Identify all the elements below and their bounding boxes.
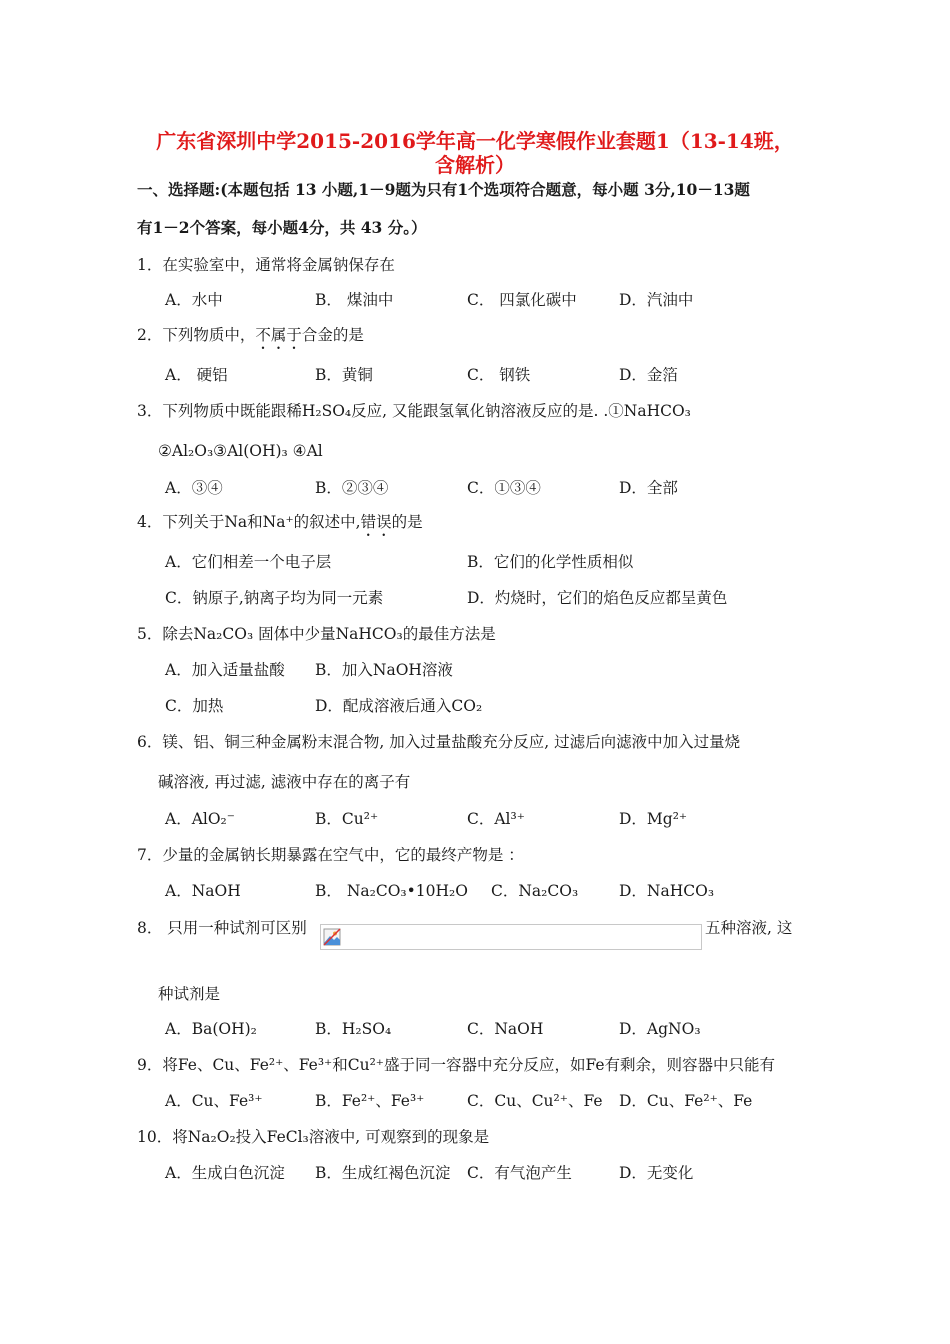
question-1-option-d: D．汽油中 bbox=[619, 291, 694, 309]
question-8-option-c: C．NaOH bbox=[467, 1020, 544, 1038]
question-4-stem bbox=[137, 512, 423, 540]
question-1-stem: 1．在实验室中，通常将金属钠保存在 bbox=[137, 256, 395, 274]
question-2-option-a: A． 硬铝 bbox=[165, 366, 228, 384]
question-8-stem-suffix: 五种溶液, 这 bbox=[705, 919, 793, 937]
question-2-emphasis: 不属于 bbox=[255, 326, 302, 344]
question-5-stem: 5．除去Na₂CO₃ 固体中少量NaHCO₃的最佳方法是 bbox=[137, 625, 496, 643]
question-10-stem: 10．将Na₂O₂投入FeCl₃溶液中, 可观察到的现象是 bbox=[137, 1128, 490, 1146]
question-2-option-b: B．黄铜 bbox=[315, 366, 373, 384]
question-4-option-c: C．钠原子,钠离子均为同一元素 bbox=[165, 589, 384, 607]
question-4-stem-prefix: 4．下列关于Na和Na⁺的叙述中, bbox=[137, 513, 361, 531]
question-9-option-b: B．Fe²⁺、Fe³⁺ bbox=[315, 1092, 425, 1110]
question-9-option-d: D．Cu、Fe²⁺、Fe bbox=[619, 1092, 753, 1110]
question-5-option-c: C．加热 bbox=[165, 697, 224, 715]
question-6-stem-line-2: 碱溶液, 再过滤, 滤液中存在的离子有 bbox=[158, 773, 411, 791]
doc-title-line-1: 广东省深圳中学2015-2016学年高一化学寒假作业套题1（13-14班， bbox=[156, 129, 794, 153]
question-5-option-b: B．加入NaOH溶液 bbox=[315, 661, 453, 679]
broken-image-icon bbox=[323, 928, 341, 946]
question-6-stem: 6．镁、铝、铜三种金属粉末混合物, 加入过量盐酸充分反应, 过滤后向滤液中加入过量烧 bbox=[137, 733, 741, 751]
question-7-stem: 7．少量的金属钠长期暴露在空气中，它的最终产物是 ： bbox=[137, 846, 524, 864]
missing-formula-image bbox=[320, 924, 702, 950]
question-7-option-c: C．Na₂CO₃ bbox=[491, 882, 579, 900]
question-4-stem-suffix: 的是 bbox=[391, 513, 423, 531]
question-8-option-d: D．AgNO₃ bbox=[619, 1020, 701, 1038]
question-4-emphasis: 错误 bbox=[360, 513, 392, 531]
question-10-option-a: A．生成白色沉淀 bbox=[165, 1164, 285, 1182]
question-9-stem: 9．将Fe、Cu、Fe²⁺、Fe³⁺和Cu²⁺盛于同一容器中充分反应，如Fe有剩余，则容器中只能有 bbox=[137, 1056, 776, 1074]
question-3-stem: 3．下列物质中既能跟稀H₂SO₄反应, 又能跟氢氧化钠溶液反应的是. .①NaHCO₃ bbox=[137, 402, 691, 420]
question-8-stem-line-2: 种试剂是 bbox=[158, 985, 221, 1003]
question-6-option-d: D．Mg²⁺ bbox=[619, 810, 688, 828]
section-instructions-line-1: 一、选择题:(本题包括 13 小题,1－9题为只有1个选项符合题意，每小题 3分,10－13题 bbox=[137, 180, 750, 199]
question-8-option-a: A．Ba(OH)₂ bbox=[165, 1020, 257, 1038]
question-4-option-a: A．它们相差一个电子层 bbox=[165, 553, 332, 571]
doc-title-line-2: 含解析） bbox=[435, 153, 515, 177]
question-4-option-b: B．它们的化学性质相似 bbox=[467, 553, 634, 571]
question-7-option-b: B． Na₂CO₃•10H₂O bbox=[315, 882, 468, 900]
question-3-option-d: D．全部 bbox=[619, 479, 678, 497]
question-3-option-a: A．③④ bbox=[165, 479, 223, 497]
question-1-option-a: A．水中 bbox=[165, 291, 223, 309]
question-2-stem-prefix: 2．下列物质中， bbox=[137, 326, 256, 344]
question-2-stem-suffix: 合金的是 bbox=[301, 326, 364, 344]
question-8-stem-prefix: 8． 只用一种试剂可区别 bbox=[137, 919, 307, 937]
question-9-option-c: C．Cu、Cu²⁺、Fe bbox=[467, 1092, 603, 1110]
question-1-option-c: C． 四氯化碳中 bbox=[467, 291, 577, 309]
question-7-option-d: D．NaHCO₃ bbox=[619, 882, 715, 900]
question-5-option-d: D．配成溶液后通入CO₂ bbox=[315, 697, 483, 715]
question-6-option-b: B．Cu²⁺ bbox=[315, 810, 379, 828]
question-6-option-c: C．Al³⁺ bbox=[467, 810, 525, 828]
question-2-stem bbox=[137, 325, 364, 353]
question-9-option-a: A．Cu、Fe³⁺ bbox=[165, 1092, 263, 1110]
question-2-option-c: C． 钢铁 bbox=[467, 366, 531, 384]
question-5-option-a: A．加入适量盐酸 bbox=[165, 661, 285, 679]
question-10-option-d: D．无变化 bbox=[619, 1164, 694, 1182]
question-3-option-b: B．②③④ bbox=[315, 479, 389, 497]
question-6-option-a: A．AlO₂⁻ bbox=[165, 810, 235, 828]
question-1-option-b: B． 煤油中 bbox=[315, 291, 394, 309]
section-instructions-line-2: 有1－2个答案，每小题4分，共 43 分。） bbox=[137, 218, 427, 237]
question-4-option-d: D．灼烧时，它们的焰色反应都呈黄色 bbox=[467, 589, 728, 607]
question-10-option-c: C．有气泡产生 bbox=[467, 1164, 572, 1182]
question-3-option-c: C．①③④ bbox=[467, 479, 541, 497]
question-7-option-a: A．NaOH bbox=[165, 882, 241, 900]
question-2-option-d: D．金箔 bbox=[619, 366, 678, 384]
question-8-option-b: B．H₂SO₄ bbox=[315, 1020, 392, 1038]
question-3-stem-line-2: ②Al₂O₃③Al(OH)₃ ④Al bbox=[158, 442, 323, 460]
question-10-option-b: B．生成红褐色沉淀 bbox=[315, 1164, 451, 1182]
